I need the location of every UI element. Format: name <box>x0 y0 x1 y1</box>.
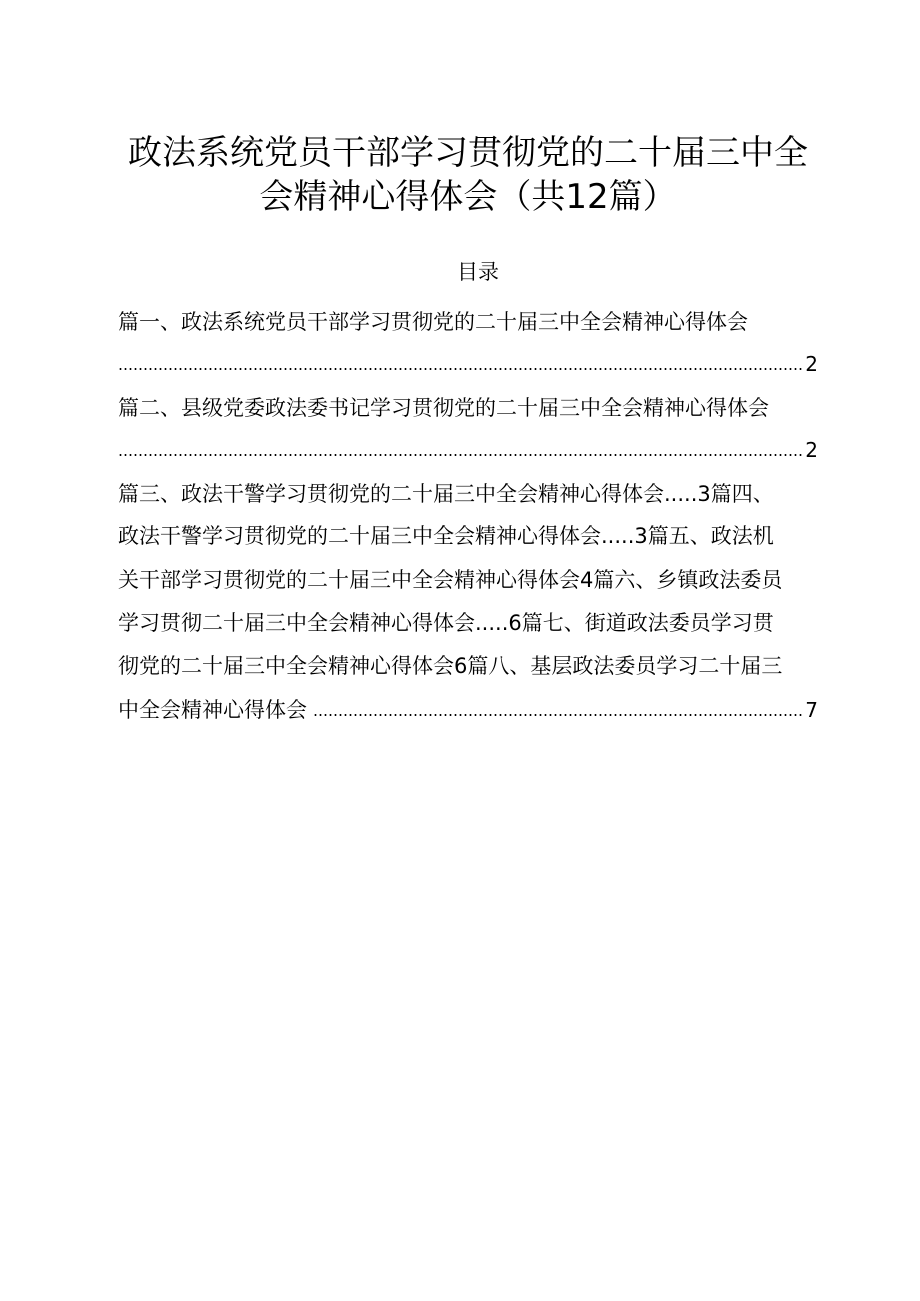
dot-leader <box>118 368 802 370</box>
toc-wrapped-line-1[interactable]: 篇三、政法干警学习贯彻党的二十届三中全会精神心得体会.....3篇四、 <box>118 482 774 506</box>
toc-entry-1-leader[interactable] <box>118 350 818 378</box>
toc-heading: 目录 <box>457 260 499 284</box>
toc-wrapped-line-4[interactable]: 学习贯彻二十届三中全会精神心得体会.....6篇七、街道政法委员学习贯 <box>118 611 774 635</box>
toc-last-line[interactable] <box>118 696 818 724</box>
dot-leader <box>313 714 803 716</box>
toc-last-line-page: 7 <box>805 698 818 722</box>
toc-entry-2-title[interactable]: 篇二、县级党委政法委书记学习贯彻党的二十届三中全会精神心得体会 <box>118 396 769 420</box>
toc-wrapped-line-2[interactable]: 政法干警学习贯彻党的二十届三中全会精神心得体会.....3篇五、政法机 <box>118 524 774 548</box>
toc-last-line-text: 中全会精神心得体会 <box>118 698 307 722</box>
toc-entry-1-page: 2 <box>805 352 818 376</box>
toc-wrapped-line-5[interactable]: 彻党的二十届三中全会精神心得体会6篇八、基层政法委员学习二十届三 <box>118 654 783 678</box>
dot-leader <box>118 454 802 456</box>
toc-wrapped-line-3[interactable]: 关干部学习贯彻党的二十届三中全会精神心得体会4篇六、乡镇政法委员 <box>118 568 783 592</box>
toc-entry-2-page: 2 <box>805 438 818 462</box>
toc-entry-2-leader[interactable] <box>118 436 818 464</box>
document-title-line-2: 会精神心得体会（共12篇） <box>259 177 677 217</box>
toc-entry-1-title[interactable]: 篇一、政法系统党员干部学习贯彻党的二十届三中全会精神心得体会 <box>118 310 748 334</box>
document-title-line-1: 政法系统党员干部学习贯彻党的二十届三中全 <box>128 133 808 173</box>
